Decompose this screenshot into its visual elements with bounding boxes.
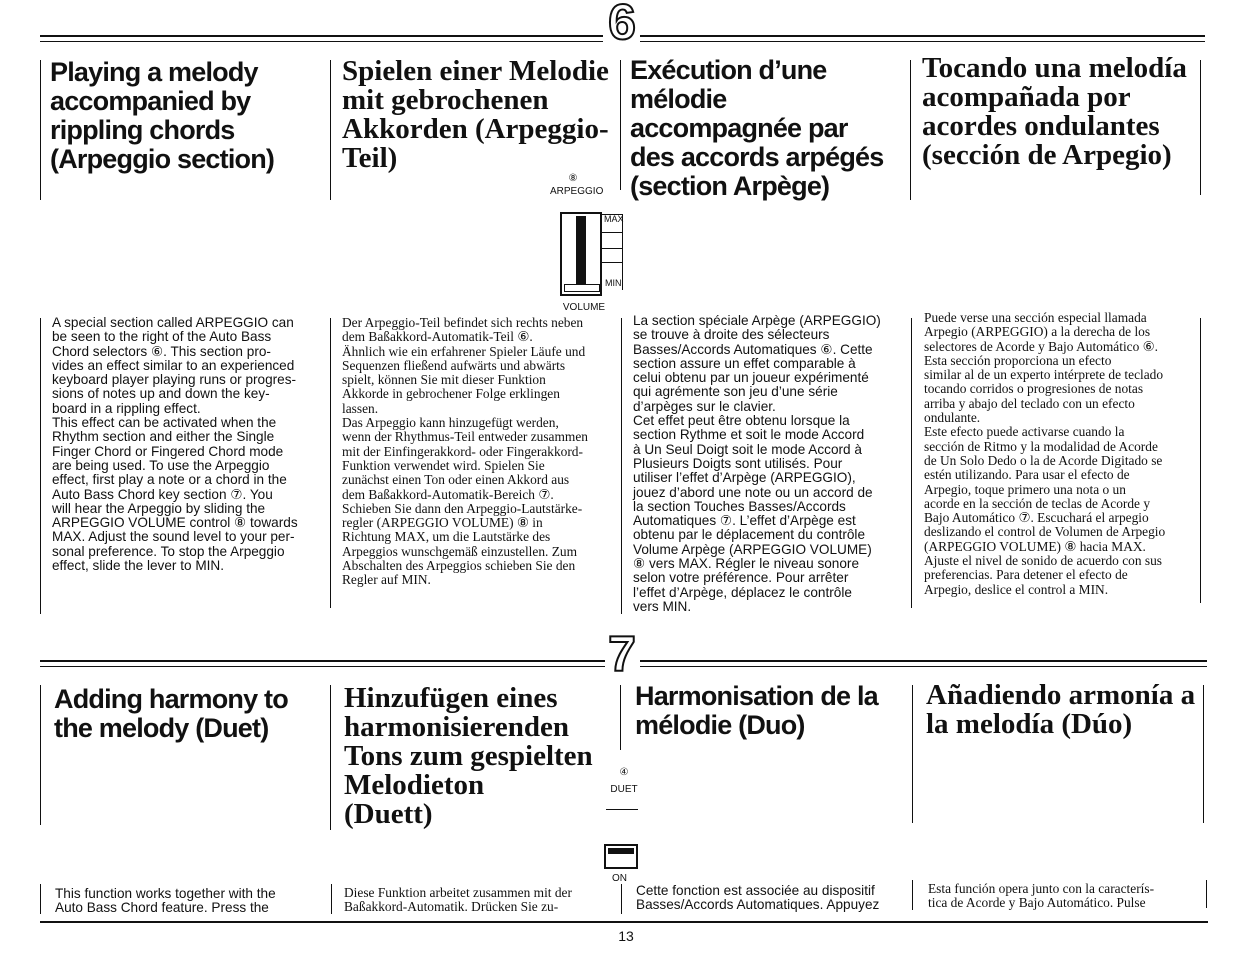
duet-button-indicator [608,848,634,854]
section-6-title-es: Tocando una melodía acompañada por acordes ondulantes (sección de Arpegio) [922,52,1187,171]
divider [912,880,913,910]
duet-marker: ④ [619,767,629,778]
arpeggio-label: ARPEGGIO [550,186,604,197]
arpeggio-marker: ⑧ [568,173,578,184]
divider [620,685,621,750]
section-7-title-es: Añadiendo armonía a la melodía (Dúo) [926,679,1196,740]
slider-min-label: MIN [605,278,622,288]
divider [330,60,331,200]
divider [1203,685,1204,823]
volume-label: VOLUME [562,302,606,313]
section-6-body-en: A special section called ARPEGGIO can be seen to the right of the Auto Bass Chord selectors ⑥. This section pro- vides an effect similar to an experienced keyboard player playing runs or progres- sions of notes up and down the key- board in a rippling effect. This effect can be activated when the Rhythm section and either the Single Finger Chord or Fingered Chord mode are being used. To use the Arpeggio effect, first play a note or a chord in the Auto Bass Chord key section ⑦. You will hear the Arpeggio by sliding the ARPEGGIO VOLUME control ⑧ towards MAX. Adjust the sound level to your per- sonal preference. To stop the Arpeggio effect, slide the lever to MIN. [52,315,298,574]
footer-rule [40,921,1208,923]
slider-scale [602,262,622,263]
divider [910,60,911,200]
section-7-rule-thin [40,666,605,667]
section-6-title-fr: Exécution d’une mélodie accompagnée par des accords arpégés (section Arpège) [630,55,884,201]
divider [40,685,41,825]
slider-max-label: MAX [604,214,624,224]
divider [1200,318,1201,603]
section-7-rule-right-thin [640,666,1207,667]
section-6-body-es: Puede verse una sección especial llamada Arpegio (ARPEGGIO) a la derecha de los selectores de Acorde y Bajo Automático ⑥. Esta sección proporciona un efecto similar al de un experto intérprete de teclado tocando corridos o progresiones de notas arriba y abajo del teclado con un efecto ondulante. Este efecto puede activarse cuando la sección de Ritmo y la modalidad de Acorde de Un Solo Dedo o la de Acorde Digitado se estén utilizando. Para usar el efecto de Arpegio, toque primero una nota o un acorde en la sección de teclas de Acorde y Bajo Automático ⑦. Escuchará el arpegio deslizando el control de Volumen de Arpegio (ARPEGGIO VOLUME) ⑧ hacia MAX. Ajuste el nivel de sonido de acuerdo con sus preferencias. Para detener el efecto de Arpegio, deslice el control a MIN. [924,310,1166,597]
divider [40,60,41,200]
divider [912,685,913,823]
section-7-body-es: Esta función opera junto con la caracterís- tica de Acorde y Bajo Automático. Pulse [928,881,1155,911]
duet-label: DUET [610,784,638,795]
divider [40,318,41,614]
section-7-rule [40,660,605,662]
duet-underline [606,809,638,810]
divider [331,884,332,914]
slider-scale-edge [622,214,623,290]
section-6-title-en: Playing a melody accompanied by rippling chords (Arpeggio section) [50,57,275,174]
section-6-rule-right [640,35,1205,37]
page-number: 13 [618,928,634,944]
section-6-body-de: Der Arpeggio-Teil befindet sich rechts neben dem Baßakkord-Automatik-Teil ⑥. Ähnlich wie ein erfahrener Spieler Läufe und Sequenzen fließend aufwärts und abwärts spielt, können Sie mit dieser Funktion Akkorde in gebrochener Folge erklingen lassen. Das Arpeggio kann hinzugefügt werden, wenn der Rhythmus-Teil entweder zusammen mit der Einfingerakkord- oder Fingerakkord- Funktion verwendet wird. Spielen Sie zunächst einen Ton oder einen Akkord aus dem Baßakkord-Automatik-Bereich ⑦. Schieben Sie dann den Arpeggio-Lautstärke- regler (ARPEGGIO VOLUME) ⑧ in Richtung MAX, um die Lautstärke des Arpeggios wunschgemäß einzustellen. Zum Abschalten des Arpeggios schieben Sie den Regler auf MIN. [342,315,588,588]
section-6-rule [40,35,603,37]
arpeggio-volume-slider[interactable] [560,212,602,296]
divider [621,884,622,914]
section-7-body-de: Diese Funktion arbeitet zusammen mit der Baßakkord-Automatik. Drücken Sie zu- [344,885,572,915]
slider-scale [602,232,622,233]
section-7-rule-right [640,660,1207,662]
section-7-number: 7 [608,626,636,682]
section-6-rule-right-thin [640,41,1205,42]
divider [1200,60,1201,195]
duet-on-label: ON [612,873,627,884]
divider [40,884,41,914]
divider [911,318,912,608]
slider-scale [602,248,622,249]
divider [330,685,331,830]
section-6-rule-thin [40,41,603,42]
slider-track [576,216,586,288]
section-6-body-fr: La section spéciale Arpège (ARPEGGIO) se trouve à droite des sélecteurs Basses/Accords Automatiques ⑥. Cette section assure un effet comparable à celui obtenu par un joueur expérimenté qui agrémente son jeu d’une série d’arpèges sur le clavier. Cet effet peut être obtenu lorsque la section Rythme et soit le mode Accord à Un Seul Doigt soit le mode Accord à Plusieurs Doigts sont utilisés. Pour utiliser l’effet d’Arpège (ARPEGGIO), jouez d’abord une note ou un accord de la section Touches Basses/Accords Automatiques ⑦. L’effet d’Arpège est obtenu par le déplacement du contrôle Volume Arpège (ARPEGGIO VOLUME) ⑧ vers MAX. Régler le niveau sonore selon votre préférence. Pour arrêter l’effet d’Arpège, déplacez le contrôle vers MIN. [633,313,881,614]
divider [620,60,621,190]
slider-knob[interactable] [564,284,600,292]
section-7-title-de: Hinzufügen eines harmonisierenden Tons zum gespielten Melodieton (Duett) [344,682,593,830]
section-7-title-en: Adding harmony to the melody (Duet) [54,684,288,743]
divider [621,318,622,614]
section-7-body-fr: Cette fonction est associée au dispositif Basses/Accords Automatiques. Appuyez [636,883,880,913]
divider [330,318,331,608]
section-6-number: 6 [608,0,636,50]
section-7-body-en: This function works together with the Auto Bass Chord feature. Press the [55,886,276,916]
section-7-title-fr: Harmonisation de la mélodie (Duo) [635,681,878,740]
duet-button[interactable] [604,844,638,869]
divider [1206,880,1207,908]
section-6-title-de: Spielen einer Melodie mit gebrochenen Akkorden (Arpeggio- Teil) [342,55,609,174]
